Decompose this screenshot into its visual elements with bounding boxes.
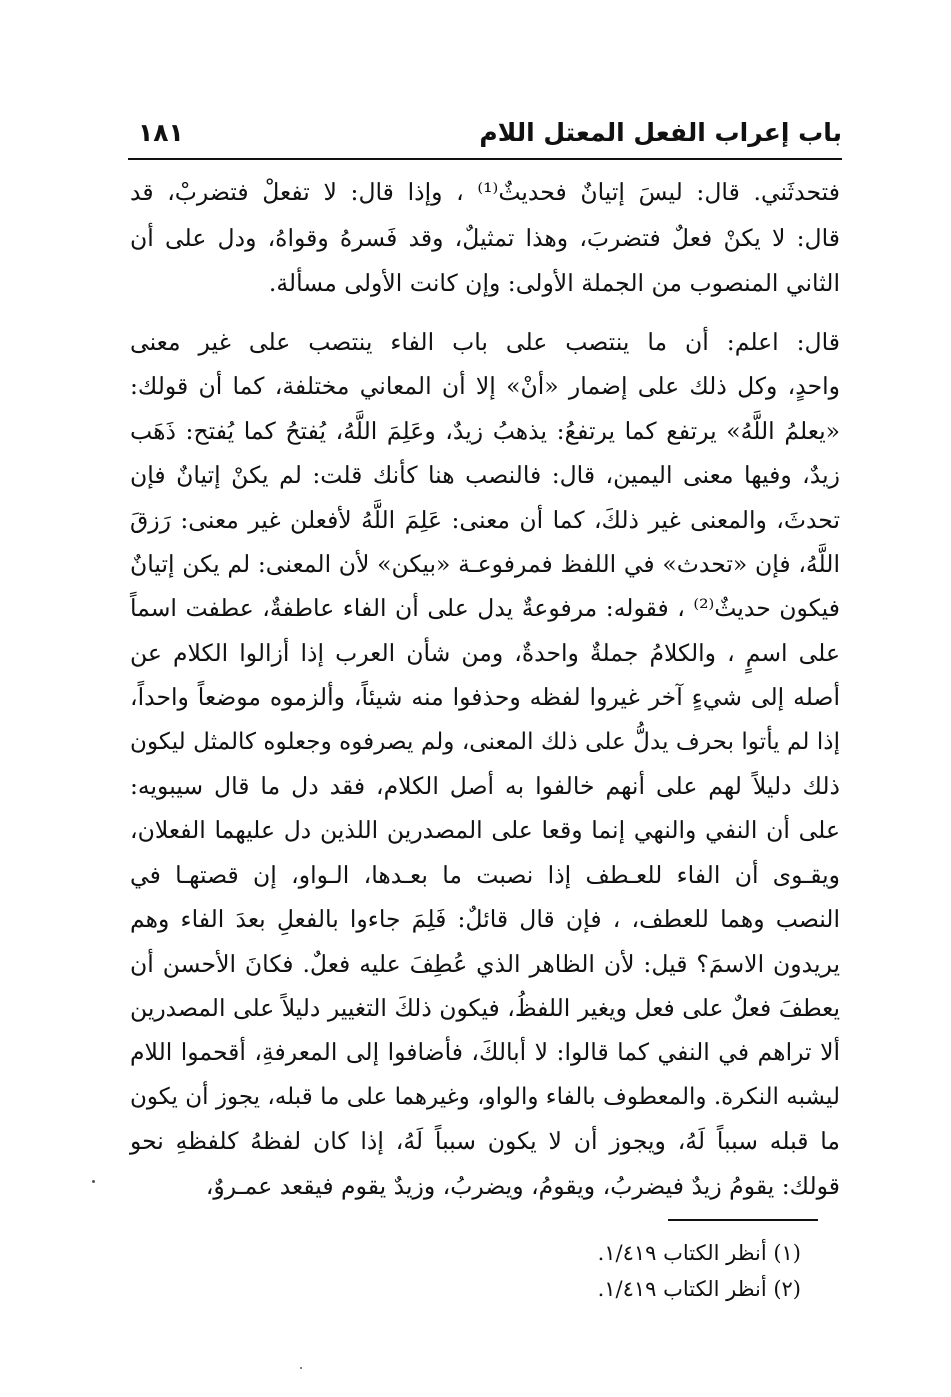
text-line: قال: اعلم: أن ما ينتصب على باب الفاء ينتصب على غير معنى [130, 328, 840, 356]
page-number: ١٨١ [138, 118, 184, 147]
scan-speck [92, 1180, 95, 1183]
text-line: أصله إلى شيءٍ آخر غيروا لفظه وحذفوا منه شيئاً، وألزموه موضعاً واحداً، [130, 683, 840, 712]
footnote-1: (١) أنظر الكتاب ١/٤١٩. [597, 1241, 801, 1265]
text-line: تحدثَ، والمعنى غير ذلكَ، كما أن معنى: عَلِمَ اللَّهُ لأفعلن غير معنى: رَزقَ [130, 505, 840, 534]
text-line: الثاني المنصوب من الجملة الأولى: وإن كانت الأولى مسألة. [268, 269, 840, 297]
text-line: إذا لم يأتوا بحرف يدلُّ على ذلك المعنى، ولم يصرفوه وجعلوه كالمثل ليكون [130, 728, 840, 755]
text-line: ويقـوى أن الفاء للعـطف إذا نصبت ما بعـدها، الـواو، إن قصتهـا في [130, 860, 840, 889]
text-line: فيكون حديثٌ⁽²⁾ ، فقوله: مرفوعةٌ يدل على أن الفاء عاطفةٌ، عطفت اسماً [130, 594, 840, 623]
text-line: واحدٍ، وكل ذلك على إضمار «أنْ» إلا أن المعاني مختلفة، كما أن قولك: [130, 372, 840, 401]
text-line: ما قبله سبباً لَهُ، ويجوز أن لا يكون سبباً لَهُ، إذا كان لفظهُ كلفظهِ نحو [130, 1127, 840, 1156]
text-line: ذلك دليلاً لهم على أنهم خالفوا به أصل الكلام، فقد دل ما قال سيبويه: [130, 772, 840, 800]
text-line: النصب وهما للعطف، ، فإن قال قائلٌ: فَلِمَ جاءوا بالفعلِ بعدَ الفاء وهم [130, 905, 840, 934]
text-line: على أن النفي والنهي إنما وقعا على المصدرين اللذين دل عليهما الفعلان، [130, 816, 840, 845]
footnote-2: (٢) أنظر الكتاب ١/٤١٩. [597, 1277, 801, 1301]
text-line: قال: لا يكنْ فعلٌ فتضربَ، وهذا تمثيلٌ، وقد فَسرهُ وقواهُ، ودل على أن [130, 223, 840, 252]
text-line: زيدٌ، وفيها معنى اليمين، قال: فالنصب هنا كأنك قلت: لم يكنْ إتيانٌ فإن [130, 461, 840, 490]
page-header [128, 112, 842, 160]
text-line: «يعلمُ اللَّهُ» يرتفع كما يرتفعُ: يذهبُ زيدٌ، وعَلِمَ اللَّهُ، يُفتحُ كما يُفتح: ذَهَب [130, 416, 840, 445]
chapter-title: باب إعراب الفعل المعتل اللام [479, 118, 842, 147]
text-line: فتحدثَني. قال: ليسَ إتيانٌ فحديثٌ⁽¹⁾ ، وإذا قال: لا تفعلْ فتضربْ، قد [130, 178, 840, 206]
text-line: يعطفَ فعلٌ على فعل ويغير اللفظُ، فيكون ذلكَ التغيير دليلاً على المصدرين [130, 994, 840, 1022]
text-line: ألا تراهم في النفي كما قالوا: لا أبالكَ، فأضافوا إلى المعرفةِ، أقحموا اللام [130, 1038, 840, 1067]
text-line: ليشبه النكرة. والمعطوف بالفاء والواو، وغيرهما على ما قبله، يجوز أن يكون [130, 1083, 840, 1110]
scan-speck [300, 1367, 302, 1369]
footnote-separator [668, 1219, 818, 1221]
text-line: اللَّهُ، فإن «تحدث» في اللفظ فمرفوعـة «بيكن» لأن المعنى: لم يكن إتيانٌ [130, 550, 840, 578]
text-line: يريدون الاسمَ؟ قيل: لأن الظاهر الذي عُطِفَ عليه فعلٌ. فكانَ الأحسن أن [130, 949, 840, 978]
text-line: قولك: يقومُ زيدٌ فيضربُ، ويقومُ، ويضربُ، وزيدٌ يقوم فيقعد عمـروٌ، [205, 1171, 840, 1200]
text-line: على اسمٍ ، والكلامُ جملةٌ واحدةٌ، ومن شأن العرب إذا أزالوا الكلام عن [130, 638, 840, 667]
